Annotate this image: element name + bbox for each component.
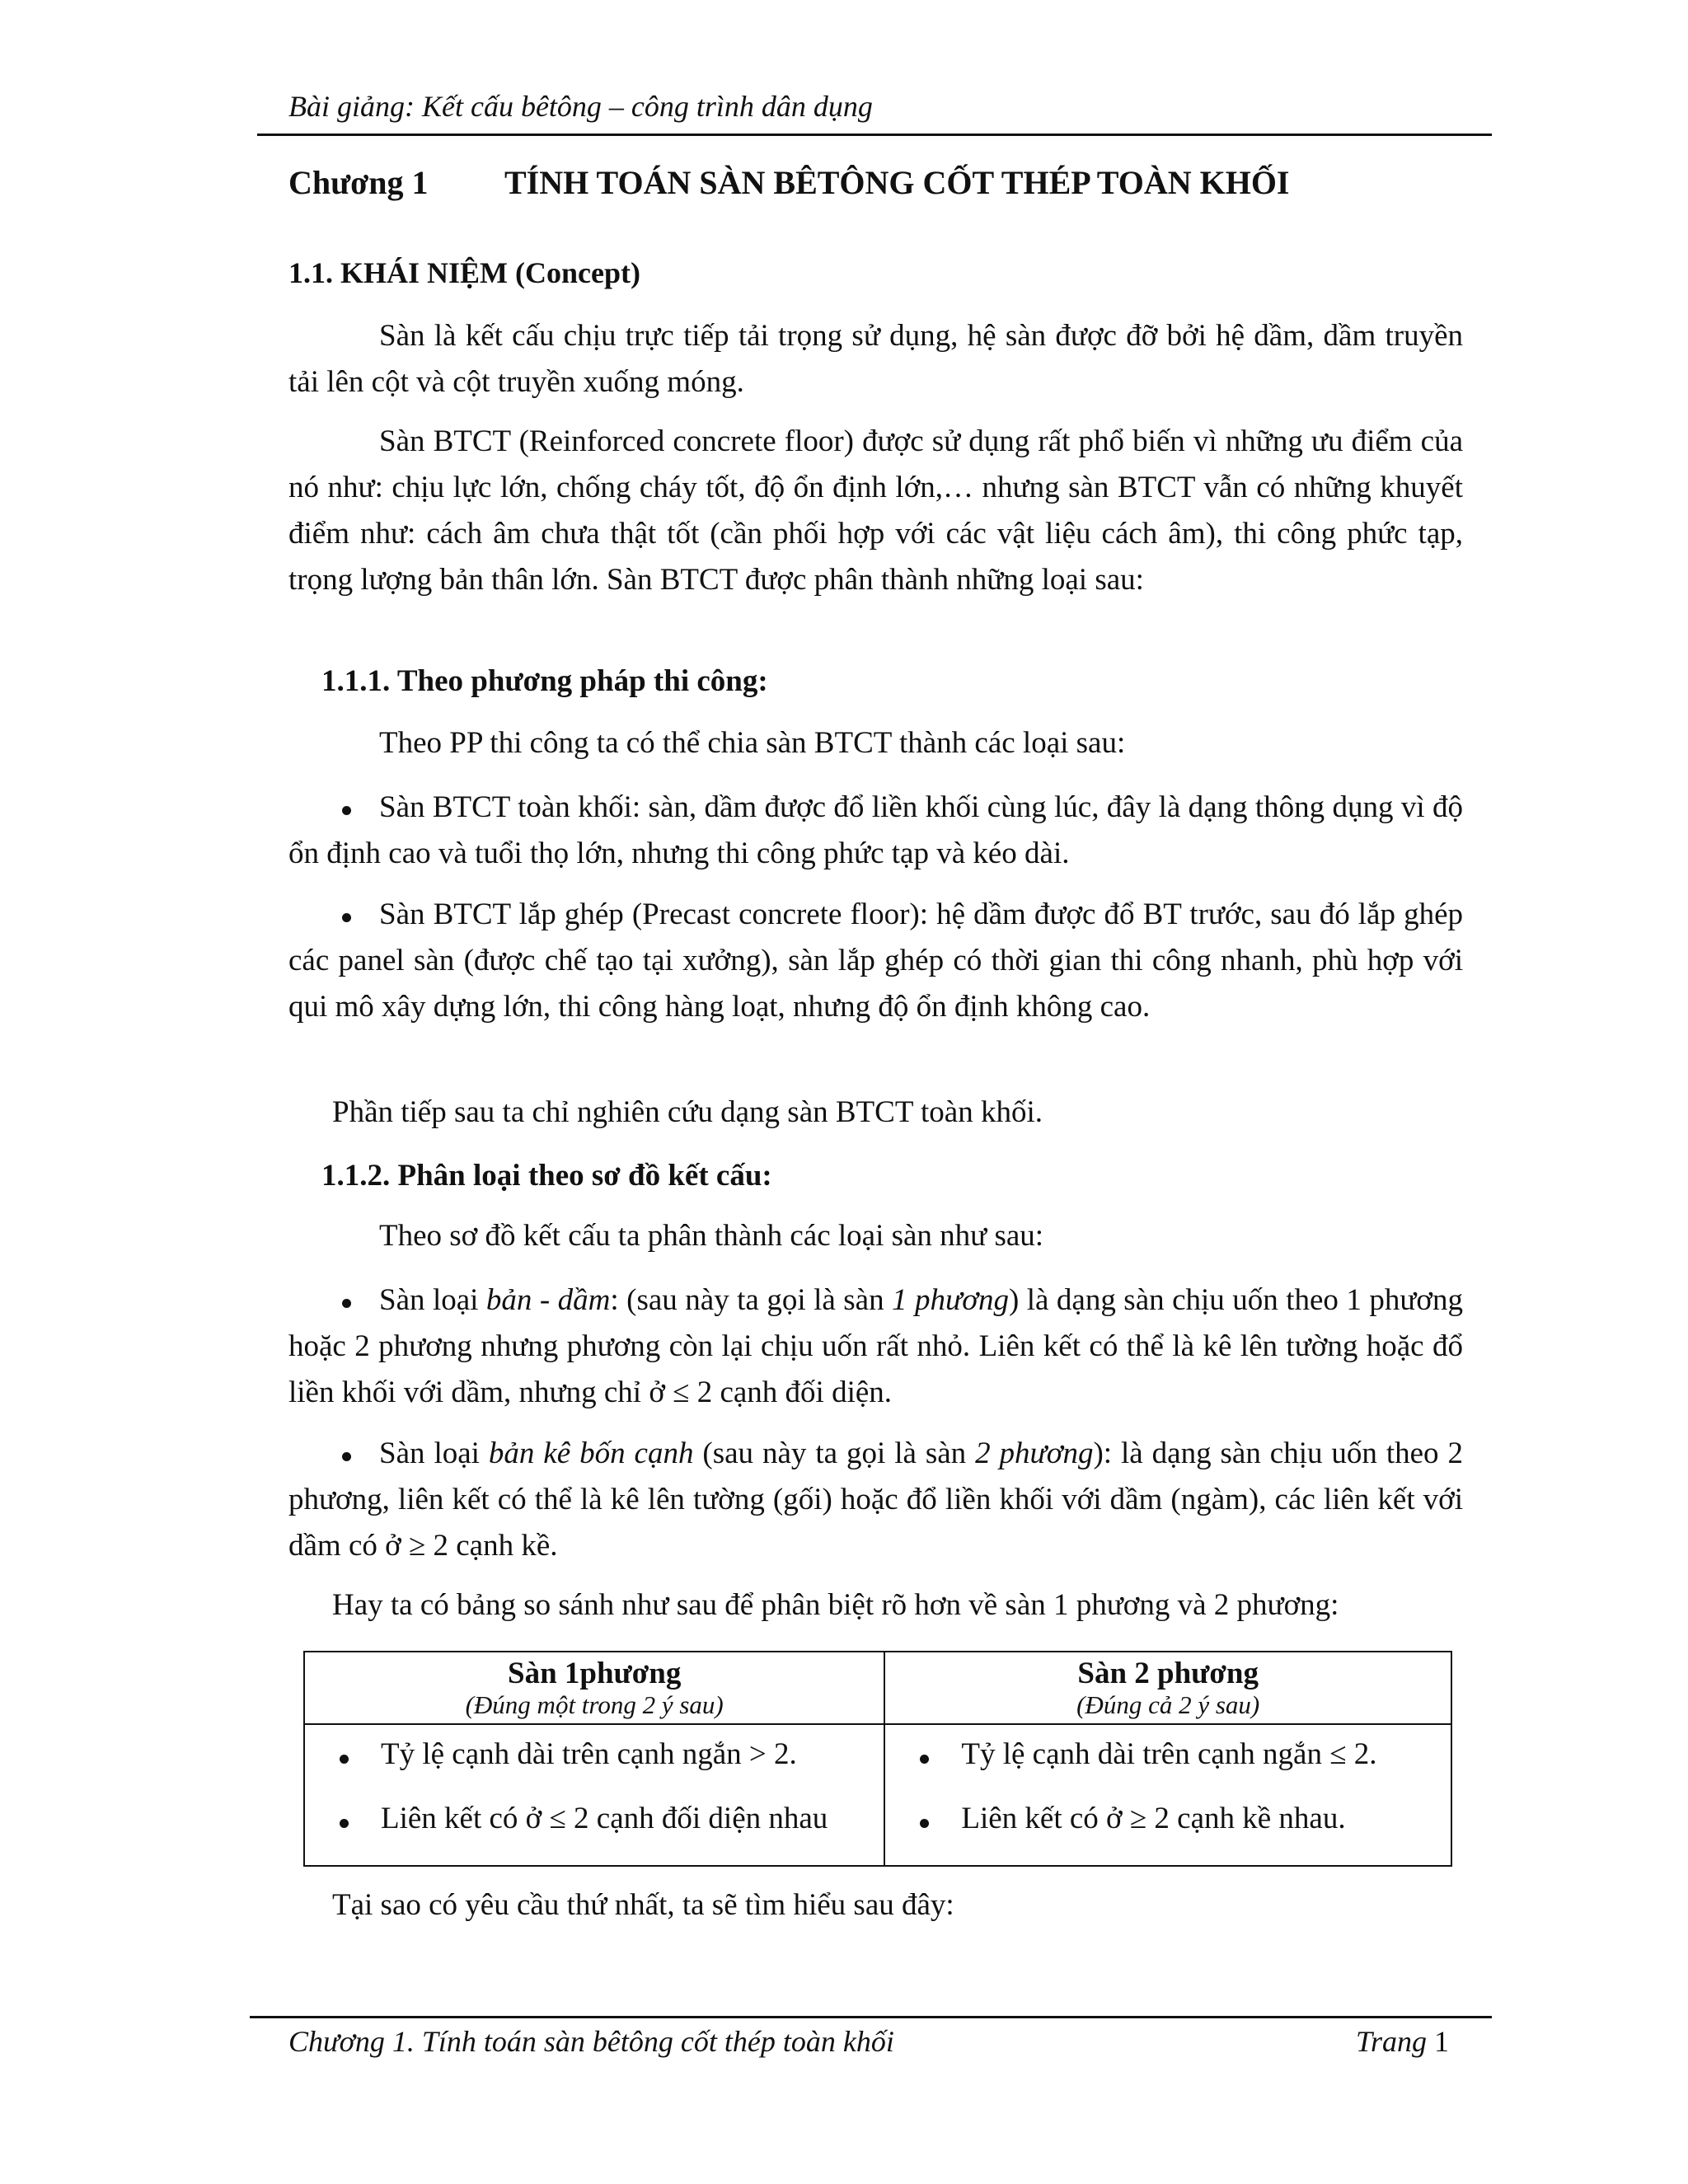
table-header-row [304, 1652, 1451, 1724]
bullet-item [288, 1431, 1463, 1569]
bullet-emphasis: bản - dầm [485, 1283, 611, 1317]
bullet-emphasis: bản kê bốn cạnh [488, 1436, 694, 1470]
bullet-text: ): là dạng sàn chịu uốn theo 2 phương, liên kết có thể là kê lên tường (gối) hoặc đổ liền khối với dầm (ngàm), các liên kết với dầm có ở ≥ 2 cạnh kề. [288, 1436, 1463, 1563]
bullet-dot [340, 1819, 349, 1828]
subsection-1-intro: Theo PP thi công ta có thể chia sàn BTCT thành các loại sau: [379, 726, 1126, 760]
comparison-intro: Hay ta có bảng so sánh như sau để phân biệt rõ hơn về sàn 1 phương và 2 phương: [332, 1588, 1339, 1622]
table-cell-item: Tỷ lệ cạnh dài trên cạnh ngắn > 2. [381, 1737, 797, 1771]
comparison-table [303, 1651, 1452, 1867]
subsection-title-1: 1.1.1. Theo phương pháp thi công: [321, 664, 768, 698]
chapter-title: TÍNH TOÁN SÀN BÊTÔNG CỐT THÉP TOÀN KHỐI [504, 164, 1290, 201]
subsection-1-note: Phần tiếp sau ta chỉ nghiên cứu dạng sàn BTCT toàn khối. [332, 1095, 1043, 1129]
page-label: Trang [1355, 2025, 1427, 2058]
table-row [304, 1724, 1451, 1866]
table-cell [304, 1724, 884, 1866]
table-cell-item: Tỷ lệ cạnh dài trên cạnh ngắn ≤ 2. [961, 1737, 1377, 1771]
subsection-title-2: 1.1.2. Phân loại theo sơ đồ kết cấu: [321, 1159, 772, 1193]
table-header-cell [304, 1652, 884, 1724]
paragraph-2: Sàn BTCT (Reinforced concrete floor) được sử dụng rất phổ biến vì những ưu điểm của nó như: chịu lực lớn, chống cháy tốt, độ ổn định lớn,… nhưng sàn BTCT vẫn có những khuyết điểm như: cách âm chưa thật tốt (cần phối hợp với các vật liệu cách âm), thi công phức tạp, trọng lượng bản thân lớn. Sàn BTCT được phân thành những loại sau: [288, 424, 1463, 597]
running-header: Bài giảng: Kết cấu bêtông – công trình dân dụng [288, 90, 873, 123]
closing-line: Tại sao có yêu cầu thứ nhất, ta sẽ tìm hiểu sau đây: [332, 1888, 954, 1922]
bullet-dot [920, 1755, 929, 1764]
bullet-dot [340, 1755, 349, 1764]
bullet-text: Sàn loại [379, 1283, 486, 1317]
footer-rule [250, 2016, 1492, 2018]
bullet-dot [920, 1819, 929, 1828]
bullet-item: Sàn BTCT toàn khối: sàn, dầm được đổ liền khối cùng lúc, đây là dạng thông dụng vì độ ổn định cao và tuổi thọ lớn, nhưng thi công phức tạp và kéo dài. [288, 790, 1463, 870]
bullet-emphasis: 1 phương [892, 1283, 1009, 1317]
chapter-label: Chương 1 [288, 164, 429, 201]
table-header-cell [884, 1652, 1451, 1724]
footer-chapter: Chương 1. Tính toán sàn bêtông cốt thép toàn khối [288, 2025, 894, 2058]
bullet-text: Sàn loại [379, 1436, 489, 1470]
header-rule [257, 134, 1492, 136]
column-heading: Sàn 2 phương [1077, 1657, 1259, 1690]
column-heading: Sàn 1phương [508, 1657, 682, 1690]
chapter-heading [288, 163, 1290, 202]
bullet-text: : (sau này ta gọi là sàn [610, 1283, 893, 1317]
bullet-emphasis: 2 phương [975, 1436, 1094, 1470]
column-subheading: (Đúng cả 2 ý sau) [1076, 1690, 1260, 1719]
column-subheading: (Đúng một trong 2 ý sau) [465, 1690, 724, 1719]
bullet-text: (sau này ta gọi là sàn [693, 1436, 976, 1470]
bullet-text: ) là dạng sàn chịu uốn theo 1 phương hoặc 2 phương nhưng phương còn lại chịu uốn rất nhỏ. Liên kết có thể là kê lên tường hoặc đổ liền khối với dầm, nhưng chỉ ở ≤ 2 cạnh đối diện. [288, 1283, 1463, 1409]
footer-page [1356, 2024, 1449, 2059]
bullet-item [288, 1277, 1463, 1416]
bullet-item: Sàn BTCT lắp ghép (Precast concrete floor): hệ dầm được đổ BT trước, sau đó lắp ghép các panel sàn (được chế tạo tại xưởng), sàn lắp ghép có thời gian thi công nhanh, phù hợp với qui mô xây dựng lớn, thi công hàng loạt, nhưng độ ổn định không cao. [288, 898, 1463, 1024]
paragraph-1: Sàn là kết cấu chịu trực tiếp tải trọng sử dụng, hệ sàn được đỡ bởi hệ dầm, dầm truyền tải lên cột và cột truyền xuống móng. [288, 319, 1463, 399]
section-title: 1.1. KHÁI NIỆM (Concept) [288, 256, 640, 289]
page-number: 1 [1434, 2025, 1449, 2058]
table-cell [884, 1724, 1451, 1866]
subsection-2-intro: Theo sơ đồ kết cấu ta phân thành các loại sàn như sau: [379, 1219, 1044, 1253]
table-cell-item: Liên kết có ở ≤ 2 cạnh đối diện nhau [381, 1802, 828, 1835]
table-cell-item: Liên kết có ở ≥ 2 cạnh kề nhau. [961, 1802, 1346, 1835]
